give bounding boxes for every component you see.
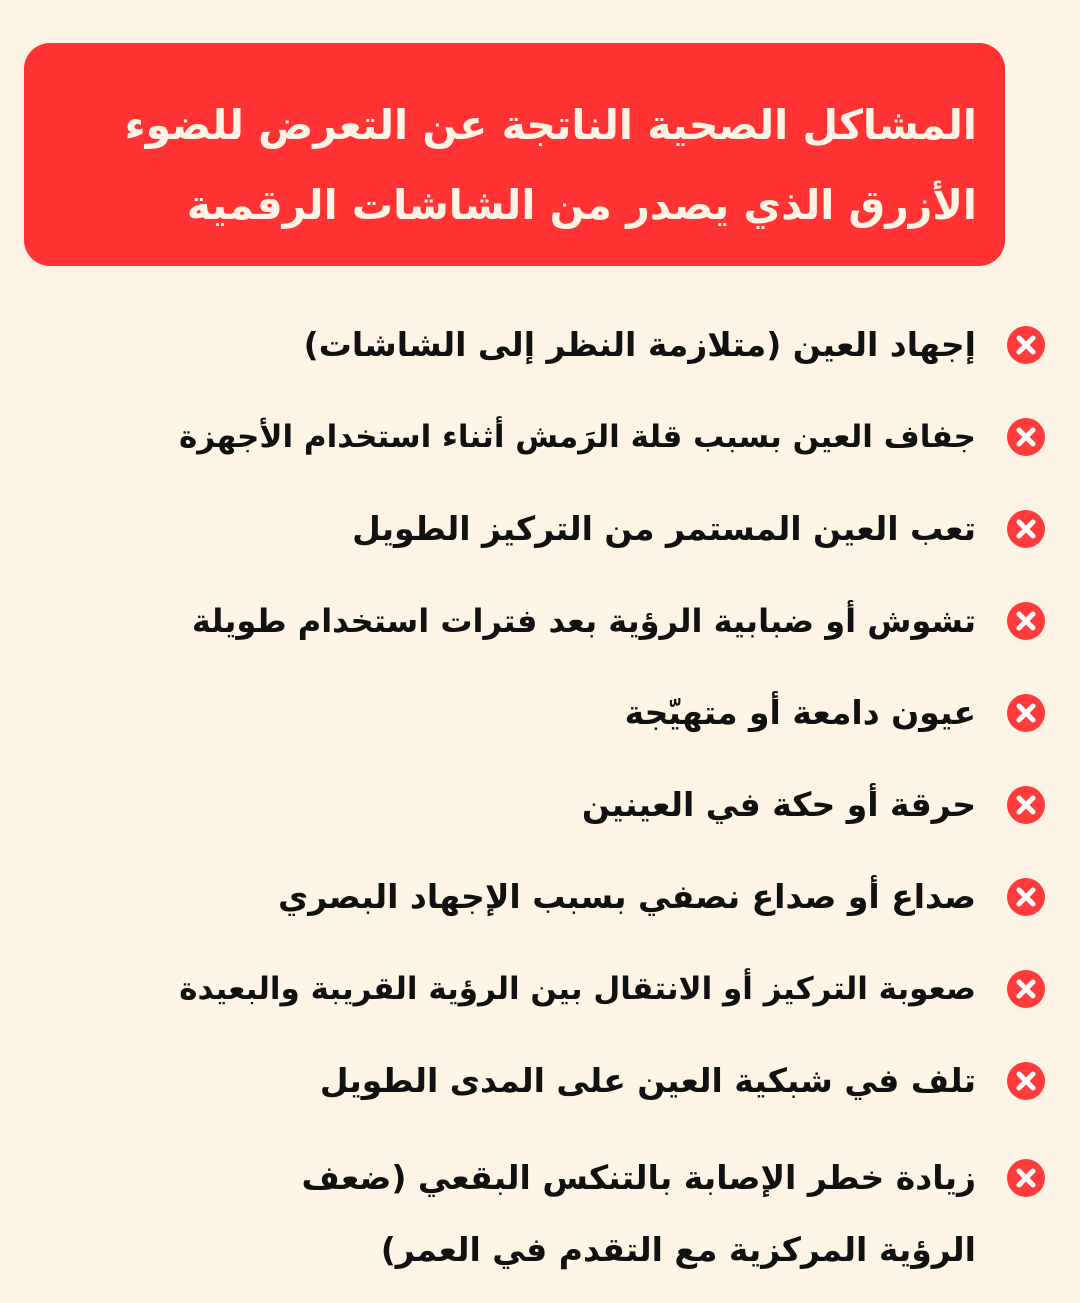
list-item-label: صعوبة التركيز أو الانتقال بين الرؤية القريبة والبعيدة: [179, 971, 976, 1007]
list-item-label: صداع أو صداع نصفي بسبب الإجهاد البصري: [277, 877, 976, 916]
list-item: [26, 783, 1046, 827]
list-item-label: إجهاد العين (متلازمة النظر إلى الشاشات): [303, 325, 976, 364]
x-circle-icon: [1006, 1061, 1046, 1101]
x-circle-icon: [1006, 969, 1046, 1009]
list-item: [26, 1059, 1046, 1103]
x-circle-icon: [1006, 693, 1046, 733]
list-item: [26, 1156, 1046, 1286]
list-item: [26, 875, 1046, 919]
list-item: [26, 691, 1046, 735]
list-item-label: عيون دامعة أو متهيّجة: [624, 693, 976, 732]
page-title: المشاكل الصحية الناتجة عن التعرض للضوء الأزرق الذي يصدر من الشاشات الرقمية: [124, 101, 977, 229]
list-item: [26, 323, 1046, 367]
list-item-label: حرقة أو حكة في العينين: [581, 785, 976, 824]
x-circle-icon: [1006, 785, 1046, 825]
x-circle-icon: [1006, 601, 1046, 641]
x-circle-icon: [1006, 1158, 1046, 1198]
list-item-label: زيادة خطر الإصابة بالتنكس البقعي (ضعف الرؤية المركزية مع التقدم في العمر): [301, 1158, 976, 1269]
list-item: [26, 415, 1046, 459]
x-circle-icon: [1006, 877, 1046, 917]
list-item-label: جفاف العين بسبب قلة الرَمش أثناء استخدام الأجهزة: [178, 419, 976, 455]
x-circle-icon: [1006, 417, 1046, 457]
title-banner: [24, 43, 1005, 266]
list-item-label: تلف في شبكية العين على المدى الطويل: [319, 1061, 976, 1100]
list-item: [26, 967, 1046, 1011]
x-circle-icon: [1006, 509, 1046, 549]
list-item: [26, 599, 1046, 643]
list-item: [26, 507, 1046, 551]
x-circle-icon: [1006, 325, 1046, 365]
list-item-label: تعب العين المستمر من التركيز الطويل: [352, 509, 976, 548]
list-item-label: تشوش أو ضبابية الرؤية بعد فترات استخدام طويلة: [191, 602, 976, 640]
